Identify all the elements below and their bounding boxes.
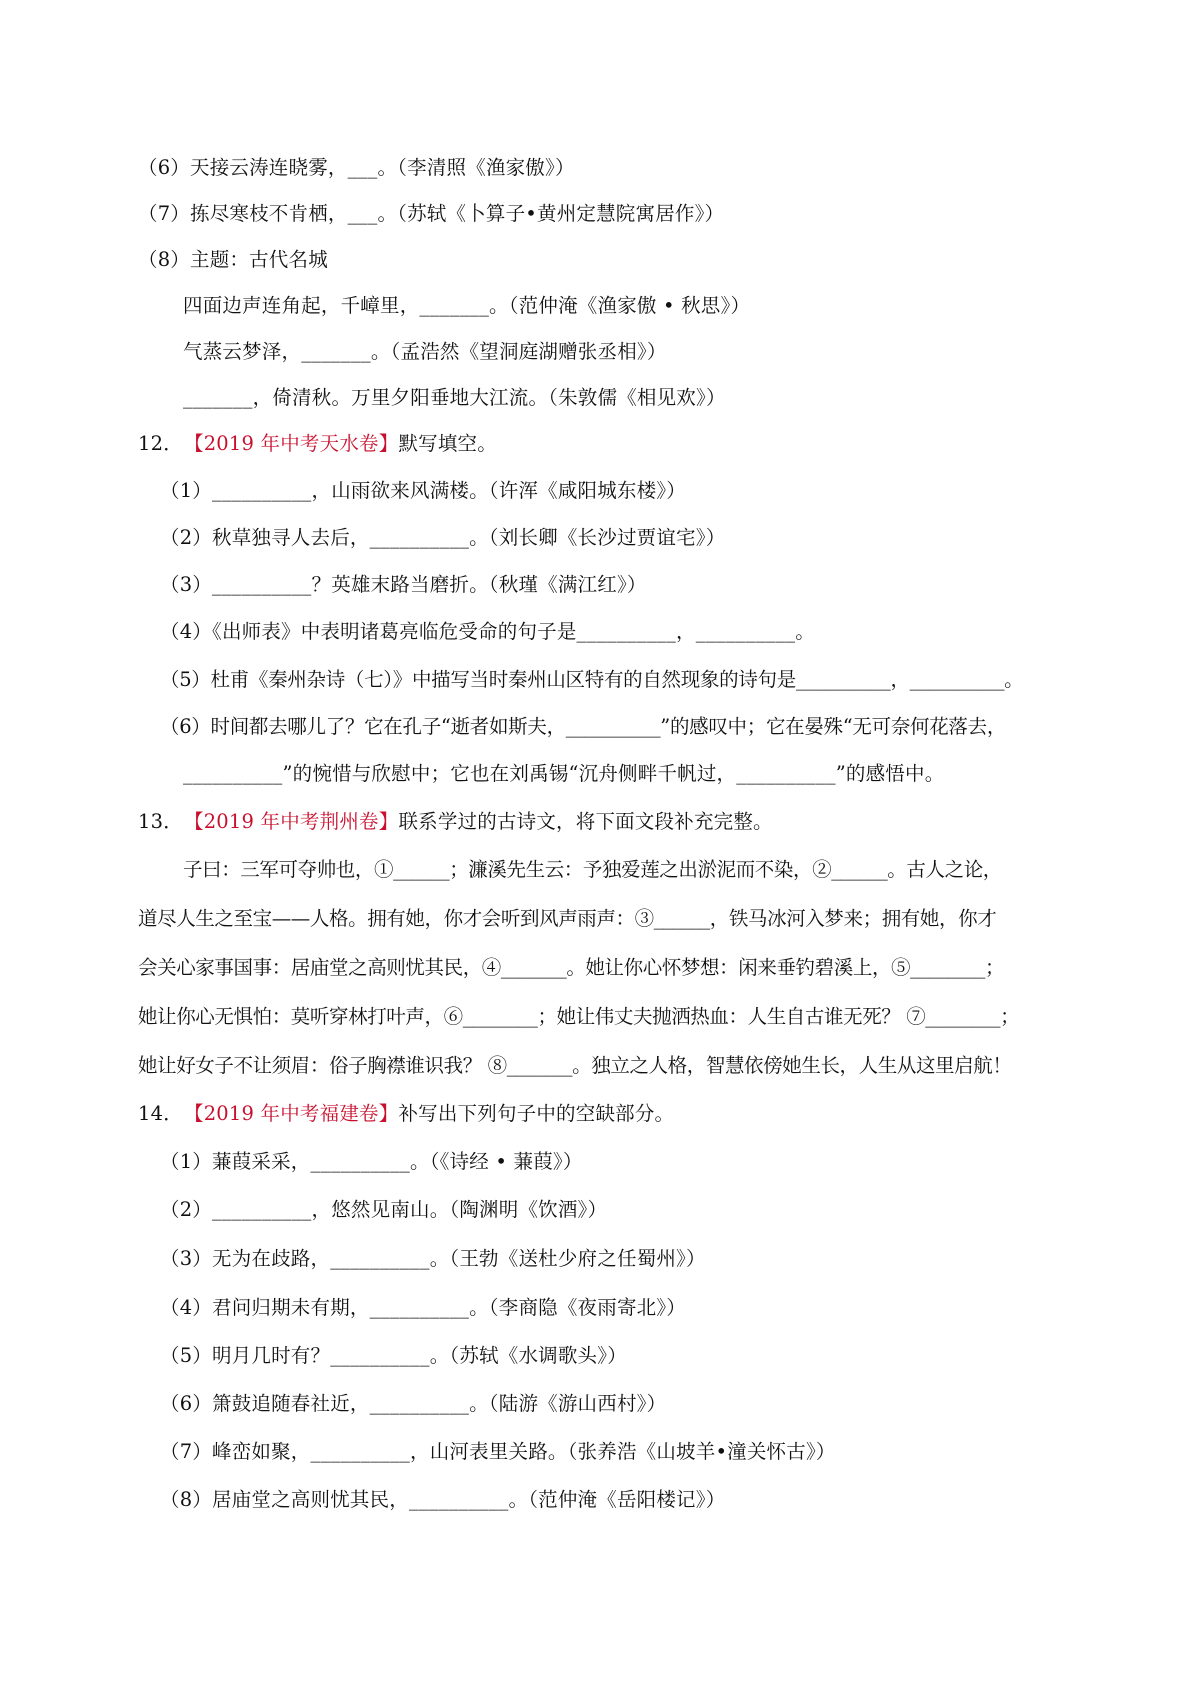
q14-title: 补写出下列句子中的空缺部分。 [398, 1102, 675, 1125]
q14-item: （6）箫鼓追随春社近，__________。（陆游《游山西村》） [160, 1392, 667, 1415]
q11-item-8-line-1: 四面边声连角起，千嶂里，_______。（范仲淹《渔家傲 • 秋思》） [183, 294, 751, 317]
q13-number: 13． [138, 810, 183, 833]
q13-title: 联系学过的古诗文，将下面文段补充完整。 [398, 810, 773, 833]
q14-item: （1）蒹葭采采，__________。（《诗经 • 蒹葭》） [160, 1150, 583, 1173]
q12-item-continuation: __________”的惋惜与欣慰中；它也在刘禹锡“沉舟侧畔千帆过，__________”的感悟中。 [183, 762, 945, 785]
q13-passage-line: 会关心家事国事：居庙堂之高则忧其民，④_______。她让你心怀梦想：闲来垂钓碧溪上，⑤________； [138, 956, 1005, 979]
q12-item: （6）时间都去哪儿了？它在孔子“逝者如斯夫，__________”的感叹中；它在晏殊“无可奈何花落去， [160, 715, 1007, 738]
q14-item: （3）无为在歧路，__________。（王勃《送杜少府之任蜀州》） [160, 1247, 706, 1270]
q12-item: （4）《出师表》中表明诸葛亮临危受命的句子是__________，__________。 [160, 620, 815, 643]
q12-heading [138, 430, 497, 458]
q13-passage-line: 她让好女子不让须眉：俗子胸襟谁识我？ ⑧_______。独立之人格，智慧依傍她生长，人生从这里启航！ [138, 1054, 1012, 1077]
q13-source-tag: 【2019 年中考荆州卷】 [184, 810, 399, 833]
q13-passage-line: 道尽人生之至宝——人格。拥有她，你才会听到风声雨声：③______，铁马冰河入梦来；拥有她，你才 [138, 907, 997, 930]
q13-heading [138, 808, 773, 836]
q12-number: 12． [138, 432, 183, 455]
q14-item: （2）__________，悠然见南山。（陶渊明《饮酒》） [160, 1198, 608, 1221]
q12-source-tag: 【2019 年中考天水卷】 [184, 432, 399, 455]
q14-source-tag: 【2019 年中考福建卷】 [184, 1102, 399, 1125]
q12-item: （1）__________，山雨欲来风满楼。（许浑《咸阳城东楼》） [160, 479, 687, 502]
q12-item: （2）秋草独寻人去后，__________。（刘长卿《长沙过贾谊宅》） [160, 526, 726, 549]
q12-item: （5）杜甫《秦州杂诗（七）》中描写当时秦州山区特有的自然现象的诗句是__________，__________。 [160, 668, 1024, 691]
q13-passage-line: 她让你心无惧怕：莫听穿林打叶声，⑥________；她让伟丈夫抛洒热血：人生自古谁无死？ ⑦________； [138, 1005, 1020, 1028]
q14-item: （5）明月几时有？__________。（苏轼《水调歌头》） [160, 1344, 627, 1367]
q14-item: （7）峰峦如聚，__________，山河表里关路。（张养浩《山坡羊•潼关怀古》） [160, 1440, 836, 1463]
q14-item: （8）居庙堂之高则忧其民，__________。（范仲淹《岳阳楼记》） [160, 1488, 726, 1511]
q12-item: （3）__________？英雄末路当磨折。（秋瑾《满江红》） [160, 573, 647, 596]
q14-heading [138, 1100, 674, 1128]
q12-title: 默写填空。 [398, 432, 497, 455]
q13-passage-line: 子曰：三军可夺帅也，①______；濂溪先生云：予独爱莲之出淤泥而不染，②______。古人之论， [183, 858, 1002, 881]
q11-item-8: （8）主题：古代名城 [138, 248, 328, 271]
q11-item-6: （6）天接云涛连晓雾，___。（李清照《渔家傲》） [138, 156, 575, 179]
q14-item: （4）君问归期未有期，__________。（李商隐《夜雨寄北》） [160, 1296, 687, 1319]
q11-item-8-line-2: 气蒸云梦泽，_______。（孟浩然《望洞庭湖赠张丞相》） [183, 340, 667, 363]
q11-item-7: （7）拣尽寒枝不肯栖，___。（苏轼《卜算子•黄州定慧院寓居作》） [138, 202, 725, 225]
q14-number: 14． [138, 1102, 183, 1125]
q11-item-8-line-3: _______，倚清秋。万里夕阳垂地大江流。（朱敦儒《相见欢》） [183, 386, 726, 409]
